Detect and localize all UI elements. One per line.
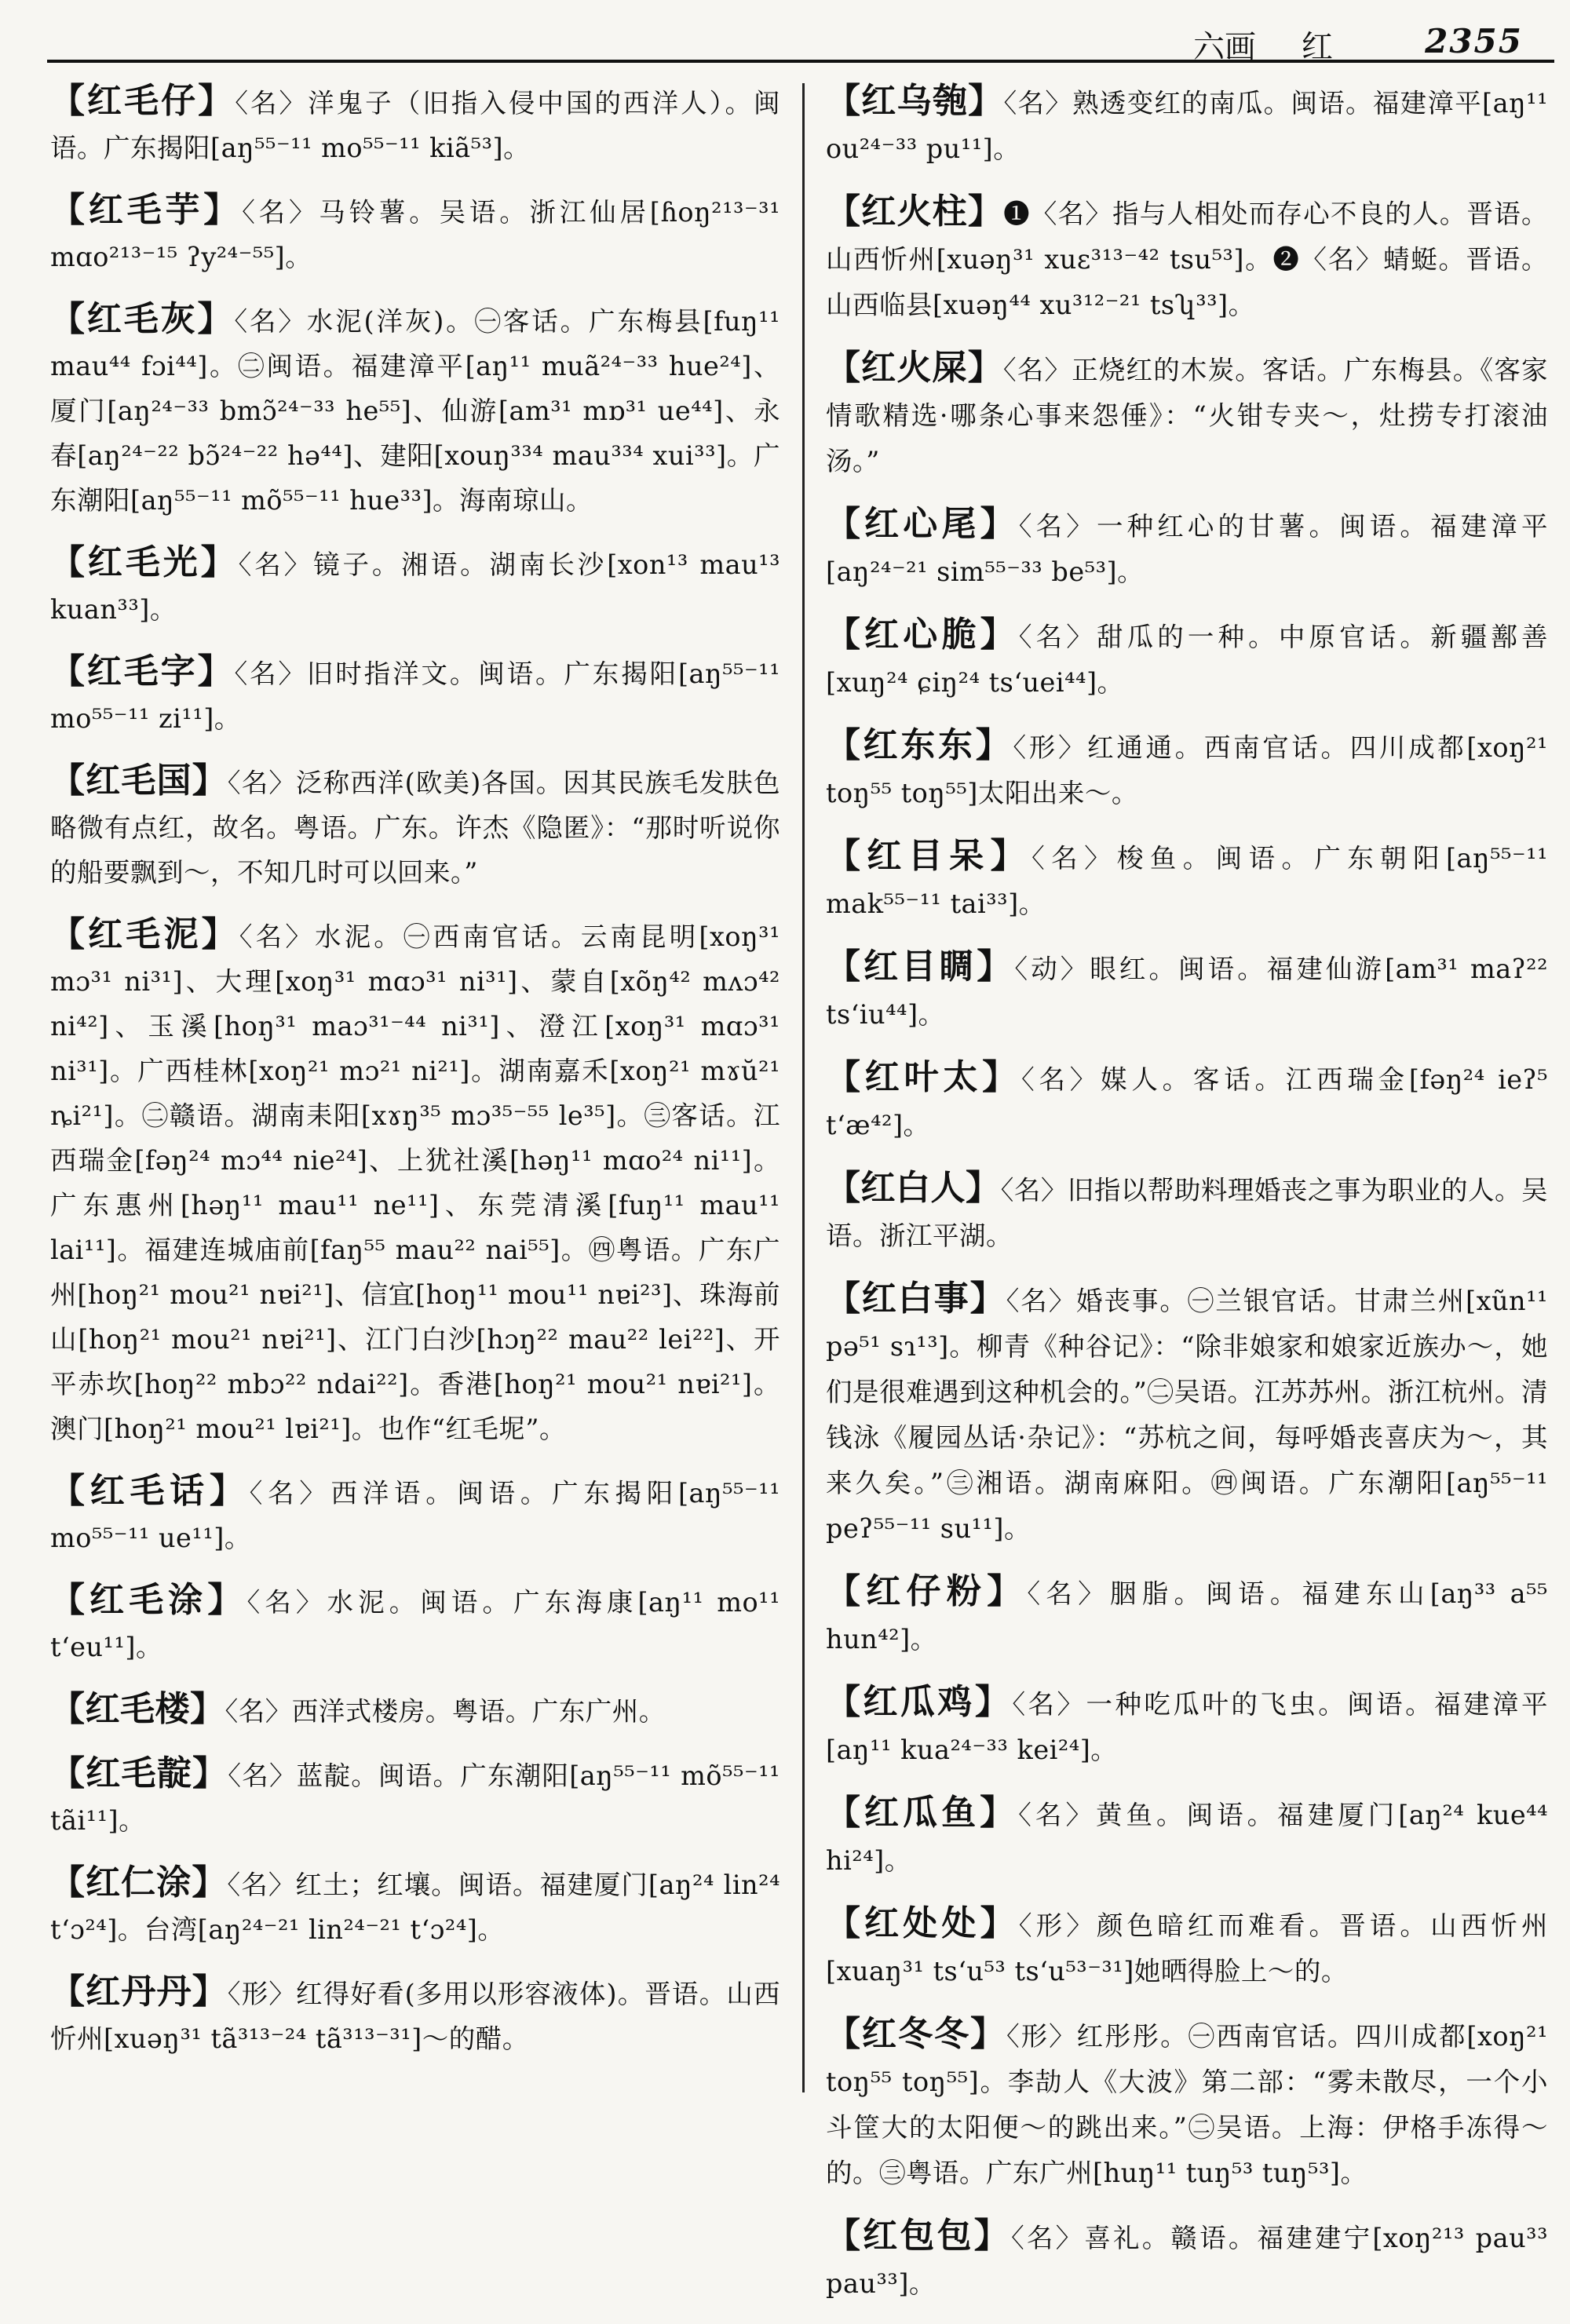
entry-headword: 【红毛灰】 <box>50 299 235 339</box>
entry-headword: 【红白事】 <box>826 1279 1006 1319</box>
entry-body: 〈名〉旧指以帮助料理婚丧之事为职业的人。吴语。浙江平湖。 <box>826 1175 1549 1251</box>
entry-body: 〈名〉熟透变红的南瓜。闽语。福建漳平[aŋ¹¹ ou²⁴⁻³³ pu¹¹]。 <box>826 88 1549 164</box>
entry-body: 〈名〉胭脂。闽语。福建东山[aŋ³³ a⁵⁵ hun⁴²]。 <box>826 1578 1548 1655</box>
entry-headword: 【红毛国】 <box>50 761 228 801</box>
dictionary-entry <box>50 540 780 632</box>
dictionary-entry <box>826 78 1548 172</box>
entry-headword: 【红火屎】 <box>826 348 1003 388</box>
header-character: 红 <box>1302 29 1333 65</box>
entry-headword: 【红仔粉】 <box>826 1571 1028 1611</box>
entry-headword: 【红毛涂】 <box>50 1580 247 1620</box>
dictionary-entry <box>50 1468 780 1560</box>
dictionary-entry <box>50 649 780 741</box>
entry-headword: 【红白人】 <box>826 1168 1001 1208</box>
dictionary-entry <box>826 2213 1548 2307</box>
section-label: 六画 <box>1193 29 1256 65</box>
entry-body: 〈形〉红通通。西南官话。四川成都[xoŋ²¹ toŋ⁵⁵ toŋ⁵⁵]太阳出来～。 <box>826 732 1548 808</box>
entry-body: 〈名〉水泥。㊀西南官话。云南昆明[xoŋ³¹ mɔ³¹ ni³¹]、大理[xoŋ³¹ mɑɔ³¹ ni³¹]、蒙自[xõŋ⁴² mʌɔ⁴² ni⁴²]、玉溪[hoŋ³¹ maɔ³¹⁻⁴⁴ ni³¹]、澄江[xoŋ³¹ mɑɔ³¹ ni³¹]。广西桂林[xoŋ²¹ mɔ²¹ ni²¹]。湖南嘉禾[xoŋ²¹ mɤŭ²¹ ȵi²¹]。㊁赣语。湖南耒阳[xɤŋ³⁵ mɔ³⁵⁻⁵⁵ le³⁵]。㊂客话。江西瑞金[fəŋ²⁴ mɔ⁴⁴ nie²⁴]、上犹社溪[həŋ¹¹ mɑo²⁴ ni¹¹]。广东惠州[həŋ¹¹ mau¹¹ ne¹¹]、东莞清溪[fuŋ¹¹ mau¹¹ lai¹¹]。福建连城庙前[faŋ⁵⁵ mau²² nai⁵⁵]。㊃粤语。广东广州[hoŋ²¹ mou²¹ nɐi²¹]、信宜[hoŋ¹¹ mou¹¹ nɐi²³]、珠海前山[hoŋ²¹ mou²¹ nɐi²¹]、江门白沙[hɔŋ²² mau²² lei²²]、开平赤坎[hoŋ²² mbɔ²² ndai²²]。香港[hoŋ²¹ mou²¹ nɐi²¹]。澳门[hoŋ²¹ mou²¹ lɐi²¹]。也作“红毛坭”。 <box>50 921 780 1444</box>
entry-body: 〈名〉正烧红的木炭。客话。广东梅县。《客家情歌精选·哪条心事来怨倕》：“火钳专夹～，灶捞专打滚油汤。” <box>826 355 1549 476</box>
entry-body: 〈名〉镜子。湘语。湖南长沙[xon¹³ mau¹³ kuan³³]。 <box>50 549 781 625</box>
column-divider <box>802 83 805 2092</box>
dictionary-entry <box>826 1276 1548 1552</box>
entry-body: 〈形〉红彤彤。㊀西南官话。四川成都[xoŋ²¹ toŋ⁵⁵ toŋ⁵⁵]。李劼人《大波》第二部：“雾未散尽，一个小斗筐大的太阳便～的跳出来。”㊁吴语。上海：伊格手冻得～的。㊂粤语。广东广州[huŋ¹¹ tuŋ⁵³ tuŋ⁵³]。 <box>826 2021 1548 2188</box>
entry-body: 〈名〉婚丧事。㊀兰银官话。甘肃兰州[xũn¹¹ pə⁵¹ sɿ¹³]。柳青《种谷记》：“除非娘家和娘家近族办～，她们是很难遇到这种机会的。”㊁吴语。江苏苏州。浙江杭州。清钱泳《履园丛话·杂记》：“苏杭之间，每呼婚丧喜庆为～，其来久矣。”㊂湘语。湖南麻阳。㊃闽语。广东潮阳[aŋ⁵⁵⁻¹¹ peʔ⁵⁵⁻¹¹ su¹¹]。 <box>826 1286 1548 1544</box>
entry-headword: 【红叶太】 <box>826 1057 1021 1097</box>
entry-headword: 【红东东】 <box>826 725 1013 765</box>
dictionary-entry <box>826 1569 1548 1662</box>
dictionary-entry <box>826 944 1548 1038</box>
dictionary-entry <box>826 1166 1548 1259</box>
entry-headword: 【红包包】 <box>826 2216 1011 2256</box>
dictionary-entry <box>50 78 780 170</box>
entry-body: 〈名〉一种红心的甘薯。闽语。福建漳平[aŋ²⁴⁻²¹ sim⁵⁵⁻³³ be⁵³]。 <box>826 511 1549 587</box>
entry-headword: 【红心尾】 <box>826 504 1019 544</box>
dictionary-entry <box>50 1860 780 1952</box>
entry-body: 〈名〉洋鬼子（旧指入侵中国的西洋人）。闽语。广东揭阳[aŋ⁵⁵⁻¹¹ mo⁵⁵⁻¹¹ kiã⁵³]。 <box>50 88 781 163</box>
right-column <box>826 78 1548 2324</box>
dictionary-entry <box>50 1578 780 1669</box>
dictionary-entry <box>826 1055 1548 1148</box>
dictionary-entry <box>50 1969 780 2061</box>
entry-body: 〈名〉马铃薯。吴语。浙江仙居[ɦoŋ²¹³⁻³¹ mɑo²¹³⁻¹⁵ ʔy²⁴⁻⁵⁵]。 <box>50 197 781 272</box>
entry-headword: 【红毛靛】 <box>50 1753 228 1793</box>
entry-body: 〈动〉眼红。闽语。福建仙游[am³¹ maʔ²² ts‘iu⁴⁴]。 <box>826 954 1549 1030</box>
entry-headword: 【红毛字】 <box>50 651 235 691</box>
entry-headword: 【红瓜鸡】 <box>826 1682 1013 1722</box>
dictionary-entry <box>826 723 1548 816</box>
dictionary-entry <box>50 188 780 279</box>
dictionary-entry <box>50 1751 780 1843</box>
entry-body: 〈形〉颜色暗红而难看。晋语。山西忻州[xuaŋ³¹ ts‘u⁵³ ts‘u⁵³⁻³¹]她晒得脸上～的。 <box>826 1910 1549 1987</box>
dictionary-entry <box>826 2012 1548 2196</box>
dictionary-entry <box>50 912 780 1451</box>
dictionary-entry <box>50 1687 780 1734</box>
entry-headword: 【红毛话】 <box>50 1471 250 1511</box>
dictionary-entry <box>826 1680 1548 1773</box>
entry-body: 〈名〉红土；红壤。闽语。福建厦门[aŋ²⁴ lin²⁴ t‘ɔ²⁴]。台湾[aŋ²⁴⁻²¹ lin²⁴⁻²¹ t‘ɔ²⁴]。 <box>50 1870 780 1945</box>
entry-body: 〈形〉红得好看(多用以形容液体)。晋语。山西忻州[xuəŋ³¹ tã³¹³⁻²⁴ tã³¹³⁻³¹]～的醋。 <box>50 1979 781 2054</box>
entry-body: 〈名〉西洋式楼房。粤语。广东广州。 <box>225 1696 666 1727</box>
entry-headword: 【红火柱】 <box>826 192 1004 232</box>
entry-body: 〈名〉媒人。客话。江西瑞金[fəŋ²⁴ ieʔ⁵ t‘æ⁴²]。 <box>826 1064 1548 1140</box>
entry-headword: 【红目睭】 <box>826 947 1015 987</box>
entry-body: 〈名〉泛称西洋(欧美)各国。因其民族毛发肤色略微有点红，故名。粤语。广东。许杰《隐匿》：“那时听说你的船要飘到～，不知几时可以回来。” <box>50 768 781 888</box>
entry-body: 〈名〉水泥。闽语。广东海康[aŋ¹¹ mo¹¹ t‘eu¹¹]。 <box>50 1587 780 1662</box>
left-column <box>50 78 780 2078</box>
entry-body: 〈名〉西洋语。闽语。广东揭阳[aŋ⁵⁵⁻¹¹ mo⁵⁵⁻¹¹ ue¹¹]。 <box>50 1478 781 1553</box>
page-header <box>0 11 1570 66</box>
entry-headword: 【红毛楼】 <box>50 1689 225 1729</box>
dictionary-entry <box>826 1901 1548 1994</box>
entry-headword: 【红处处】 <box>826 1903 1019 1943</box>
entry-body: 〈名〉旧时指洋文。闽语。广东揭阳[aŋ⁵⁵⁻¹¹ mo⁵⁵⁻¹¹ zi¹¹]。 <box>50 659 780 734</box>
entry-headword: 【红目呆】 <box>826 836 1032 876</box>
header-rule <box>47 60 1554 63</box>
dictionary-entry <box>826 502 1548 595</box>
entry-headword: 【红毛芋】 <box>50 190 243 230</box>
entry-body: 〈名〉水泥(洋灰)。㊀客话。广东梅县[fuŋ¹¹ mau⁴⁴ fɔi⁴⁴]。㊁闽语。福建漳平[aŋ¹¹ muã²⁴⁻³³ hue²⁴]、厦门[aŋ²⁴⁻³³ bmɔ̃²⁴⁻³³ he⁵⁵]、仙游[am³¹ mɒ³¹ ue⁴⁴]、永春[aŋ²⁴⁻²² bɔ̃²⁴⁻²² hə⁴⁴]、建阳[xouŋ³³⁴ mau³³⁴ xui³³]。广东潮阳[aŋ⁵⁵⁻¹¹ mõ⁵⁵⁻¹¹ hue³³]。海南琼山。 <box>50 306 780 516</box>
page-number: 2355 <box>1425 22 1523 60</box>
dictionary-entry <box>826 612 1548 706</box>
entry-headword: 【红毛泥】 <box>50 914 239 954</box>
entry-body: 〈名〉喜礼。赣语。福建建宁[xoŋ²¹³ pau³³ pau³³]。 <box>826 2223 1549 2299</box>
dictionary-entry <box>826 189 1548 328</box>
dictionary-entry <box>826 345 1548 484</box>
dictionary-entry <box>50 758 780 895</box>
entry-body: 〈名〉黄鱼。闽语。福建厦门[aŋ²⁴ kue⁴⁴ hi²⁴]。 <box>826 1800 1549 1876</box>
entry-headword: 【红毛仔】 <box>50 81 236 121</box>
entry-body: 〈名〉一种吃瓜叶的飞虫。闽语。福建漳平[aŋ¹¹ kua²⁴⁻³³ kei²⁴]。 <box>826 1689 1549 1765</box>
entry-body: 〈名〉甜瓜的一种。中原官话。新疆鄯善[xuŋ²⁴ ɕiŋ²⁴ ts‘uei⁴⁴]。 <box>826 622 1549 698</box>
entry-body: 〈名〉蓝靛。闽语。广东潮阳[aŋ⁵⁵⁻¹¹ mõ⁵⁵⁻¹¹ tãi¹¹]。 <box>50 1760 780 1836</box>
entry-body: 〈名〉梭鱼。闽语。广东朝阳[aŋ⁵⁵⁻¹¹ mak⁵⁵⁻¹¹ tai³³]。 <box>826 843 1548 919</box>
dictionary-entry <box>826 1790 1548 1884</box>
entry-headword: 【红丹丹】 <box>50 1972 228 2012</box>
entry-headword: 【红仁涂】 <box>50 1862 228 1903</box>
entry-headword: 【红毛光】 <box>50 542 239 582</box>
entry-headword: 【红乌匏】 <box>826 81 1004 121</box>
dictionary-entry <box>826 834 1548 927</box>
entry-headword: 【红瓜鱼】 <box>826 1793 1019 1833</box>
dictionary-entry <box>50 297 780 523</box>
entry-body: ❶〈名〉指与人相处而存心不良的人。晋语。山西忻州[xuəŋ³¹ xuɛ³¹³⁻⁴² tsu⁵³]。❷〈名〉蜻蜓。晋语。山西临县[xuəŋ⁴⁴ xu³¹²⁻²¹ tsʮ³³]。 <box>826 199 1549 320</box>
entry-headword: 【红冬冬】 <box>826 2014 1006 2054</box>
entry-headword: 【红心脆】 <box>826 615 1019 655</box>
